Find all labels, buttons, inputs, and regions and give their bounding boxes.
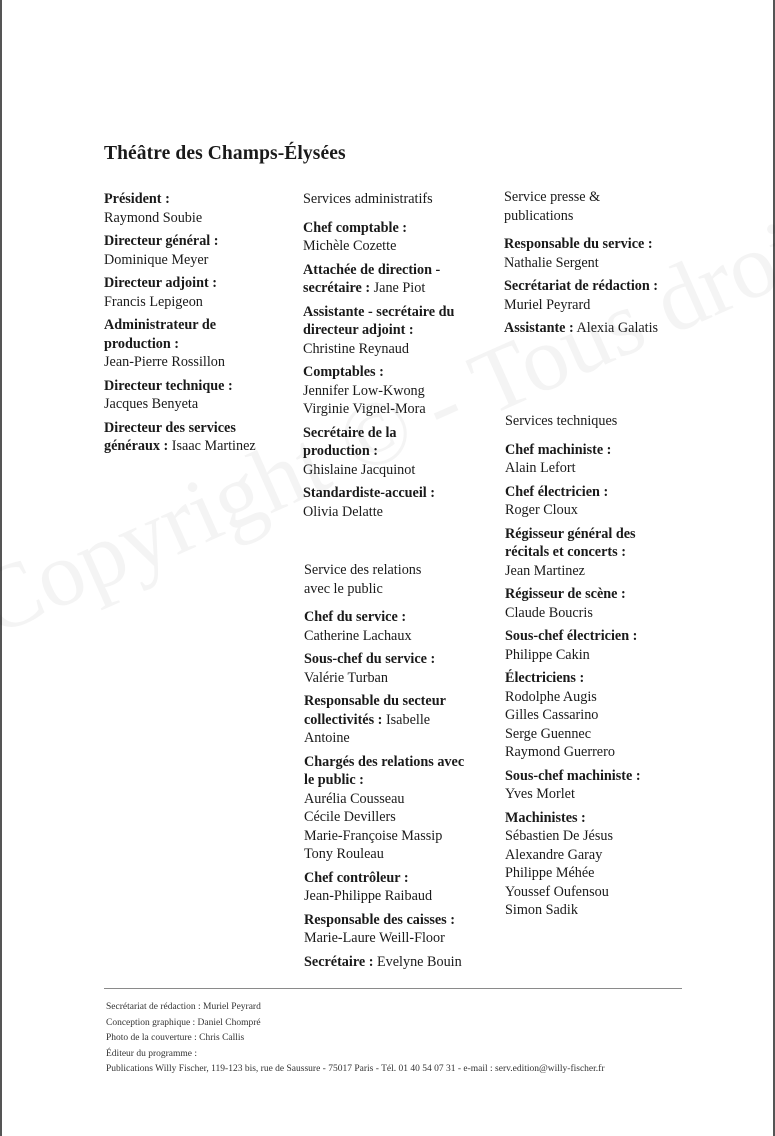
person-name: Christine Reynaud bbox=[303, 340, 409, 357]
staff-entry bbox=[104, 419, 289, 456]
role-label: Chef comptable : bbox=[303, 219, 408, 236]
person-name: Cécile Devillers bbox=[304, 809, 396, 825]
staff-entry bbox=[304, 753, 499, 864]
staff-entry bbox=[304, 869, 499, 906]
person-name: Ghislaine Jacquinot bbox=[303, 461, 416, 478]
staff-entry bbox=[104, 316, 289, 372]
colophon-line: Photo de la couverture : Chris Callis bbox=[106, 1033, 245, 1043]
person-name: Virginie Vignel-Mora bbox=[303, 401, 426, 417]
role-label: Secrétaire : bbox=[304, 953, 374, 970]
person-name: Muriel Peyrard bbox=[504, 296, 591, 313]
role-label: production : bbox=[104, 335, 180, 352]
staff-entry bbox=[303, 484, 493, 521]
person-name: Raymond Soubie bbox=[104, 209, 203, 226]
person-name: Yves Morlet bbox=[505, 786, 575, 802]
role-label: Directeur technique : bbox=[104, 377, 233, 394]
role-label: Régisseur général des bbox=[505, 525, 636, 542]
role-label: collectivités : bbox=[304, 711, 383, 728]
person-name: Antoine bbox=[304, 730, 350, 746]
role-label: Chef du service : bbox=[304, 609, 407, 625]
page-edge-left bbox=[0, 0, 2, 1136]
section-heading: publications bbox=[504, 207, 574, 224]
person-name: Jacques Benyeta bbox=[104, 396, 199, 412]
staff-entry bbox=[505, 483, 705, 520]
role-label: directeur adjoint : bbox=[303, 322, 414, 338]
staff-entry bbox=[104, 232, 289, 269]
staff-entry bbox=[303, 261, 493, 298]
staff-entry bbox=[505, 585, 705, 622]
role-label: Sous-chef du service : bbox=[304, 651, 436, 667]
person-name: Alain Lefort bbox=[505, 460, 576, 476]
staff-entry bbox=[505, 809, 705, 920]
person-name: Isabelle bbox=[385, 711, 431, 728]
person-name: Serge Guennec bbox=[505, 725, 592, 742]
colophon-line: Éditeur du programme : bbox=[106, 1048, 198, 1059]
section-heading: avec le public bbox=[304, 580, 383, 597]
person-name: Raymond Guerrero bbox=[505, 744, 615, 760]
staff-entry bbox=[505, 669, 705, 762]
role-label: Sous-chef électricien : bbox=[505, 628, 638, 644]
staff-entry bbox=[104, 190, 289, 227]
page-title: Théâtre des Champs-Élysées bbox=[104, 143, 346, 164]
direction-column bbox=[104, 190, 289, 461]
staff-entry bbox=[505, 627, 705, 664]
person-name: Philippe Cakin bbox=[505, 646, 590, 663]
person-name: Alexia Galatis bbox=[576, 320, 659, 336]
staff-entry bbox=[505, 767, 705, 804]
person-name: Jean Martinez bbox=[505, 562, 585, 579]
role-label: Sous-chef machiniste : bbox=[505, 767, 641, 784]
role-label: Chef contrôleur : bbox=[304, 869, 409, 886]
role-label: récitals et concerts : bbox=[505, 544, 626, 560]
role-label: Attachée de direction - bbox=[303, 261, 441, 278]
staff-entry bbox=[304, 608, 499, 645]
staff-entry bbox=[104, 274, 289, 311]
person-name: Sébastien De Jésus bbox=[505, 828, 613, 844]
person-name: Olivia Delatte bbox=[303, 503, 383, 520]
person-name: Aurélia Cousseau bbox=[304, 790, 405, 807]
role-label: Assistante - secrétaire du bbox=[303, 303, 455, 320]
person-name: Jane Piot bbox=[373, 280, 426, 296]
press-column bbox=[504, 188, 704, 343]
person-name: Evelyne Bouin bbox=[377, 953, 462, 970]
staff-entry bbox=[104, 377, 289, 414]
person-name: Marie-Françoise Massip bbox=[304, 827, 443, 844]
colophon-line: Conception graphique : Daniel Chompré bbox=[106, 1017, 261, 1028]
staff-entry bbox=[303, 303, 493, 359]
staff-entry bbox=[304, 911, 499, 948]
staff-entry bbox=[303, 424, 493, 480]
role-label: Président : bbox=[104, 191, 170, 207]
person-name: Simon Sadik bbox=[505, 902, 578, 918]
role-label: Chef électricien : bbox=[505, 483, 609, 500]
section-heading: Services administratifs bbox=[303, 191, 433, 207]
colophon bbox=[106, 1000, 604, 1078]
person-name: Isaac Martinez bbox=[171, 438, 256, 454]
person-name: Roger Cloux bbox=[505, 502, 578, 518]
role-label: Comptables : bbox=[303, 364, 384, 380]
role-label: Chef machiniste : bbox=[505, 441, 612, 458]
person-name: Jean-Philippe Raibaud bbox=[304, 888, 433, 904]
role-label: Assistante : bbox=[504, 320, 574, 336]
staff-entry bbox=[304, 692, 499, 748]
role-label: Directeur adjoint : bbox=[104, 275, 217, 291]
person-name: Rodolphe Augis bbox=[505, 688, 597, 705]
public-relations-column bbox=[304, 561, 499, 976]
role-label: généraux : bbox=[104, 438, 169, 454]
person-name: Michèle Cozette bbox=[303, 238, 397, 254]
person-name: Jennifer Low-Kwong bbox=[303, 382, 425, 399]
person-name: Tony Rouleau bbox=[304, 846, 384, 862]
staff-entry bbox=[304, 650, 499, 687]
role-label: Régisseur de scène : bbox=[505, 586, 626, 602]
staff-entry bbox=[505, 441, 705, 478]
admin-services-column bbox=[303, 190, 493, 526]
role-label: Électriciens : bbox=[505, 670, 585, 686]
role-label: Administrateur de bbox=[104, 317, 217, 333]
role-label: Chargés des relations avec bbox=[304, 753, 465, 770]
technical-services-column bbox=[505, 412, 705, 925]
person-name: Marie-Laure Weill-Floor bbox=[304, 930, 445, 946]
role-label: le public : bbox=[304, 772, 364, 788]
staff-entry bbox=[303, 363, 493, 419]
section-heading: Services techniques bbox=[505, 413, 618, 429]
section-heading: Service des relations bbox=[304, 562, 422, 578]
person-name: Alexandre Garay bbox=[505, 846, 603, 863]
person-name: Youssef Oufensou bbox=[505, 883, 609, 900]
person-name: Valérie Turban bbox=[304, 669, 388, 686]
person-name: Nathalie Sergent bbox=[504, 254, 599, 271]
staff-entry bbox=[504, 235, 704, 272]
footer-divider bbox=[104, 988, 682, 989]
role-label: Secrétariat de rédaction : bbox=[504, 278, 659, 294]
role-label: Responsable des caisses : bbox=[304, 911, 455, 928]
staff-entry bbox=[505, 525, 705, 581]
role-label: Machinistes : bbox=[505, 809, 586, 826]
staff-entry bbox=[504, 319, 704, 338]
staff-entry bbox=[303, 219, 493, 256]
role-label: secrétaire : bbox=[303, 280, 371, 296]
role-label: production : bbox=[303, 443, 379, 459]
person-name: Francis Lepigeon bbox=[104, 293, 203, 310]
colophon-line: Publications Willy Fischer, 119-123 bis, rue de Saussure - 75017 Paris - Tél. 01 40 54 07 31 - e-mail : serv.edition@willy-fischer.fr bbox=[106, 1064, 605, 1074]
role-label: Responsable du secteur bbox=[304, 693, 446, 709]
person-name: Gilles Cassarino bbox=[505, 707, 599, 723]
person-name: Philippe Méhée bbox=[505, 865, 595, 881]
colophon-line: Secrétariat de rédaction : Muriel Peyrard bbox=[106, 1002, 261, 1012]
role-label: Responsable du service : bbox=[504, 236, 653, 252]
person-name: Catherine Lachaux bbox=[304, 627, 412, 644]
staff-entry bbox=[504, 277, 704, 314]
role-label: Secrétaire de la bbox=[303, 424, 397, 441]
person-name: Dominique Meyer bbox=[104, 251, 209, 268]
staff-entry bbox=[304, 953, 499, 972]
role-label: Directeur des services bbox=[104, 419, 236, 436]
role-label: Directeur général : bbox=[104, 233, 219, 249]
role-label: Standardiste-accueil : bbox=[303, 485, 436, 501]
section-heading: Service presse & bbox=[504, 189, 601, 205]
person-name: Claude Boucris bbox=[505, 604, 593, 621]
person-name: Jean-Pierre Rossillon bbox=[104, 354, 225, 370]
